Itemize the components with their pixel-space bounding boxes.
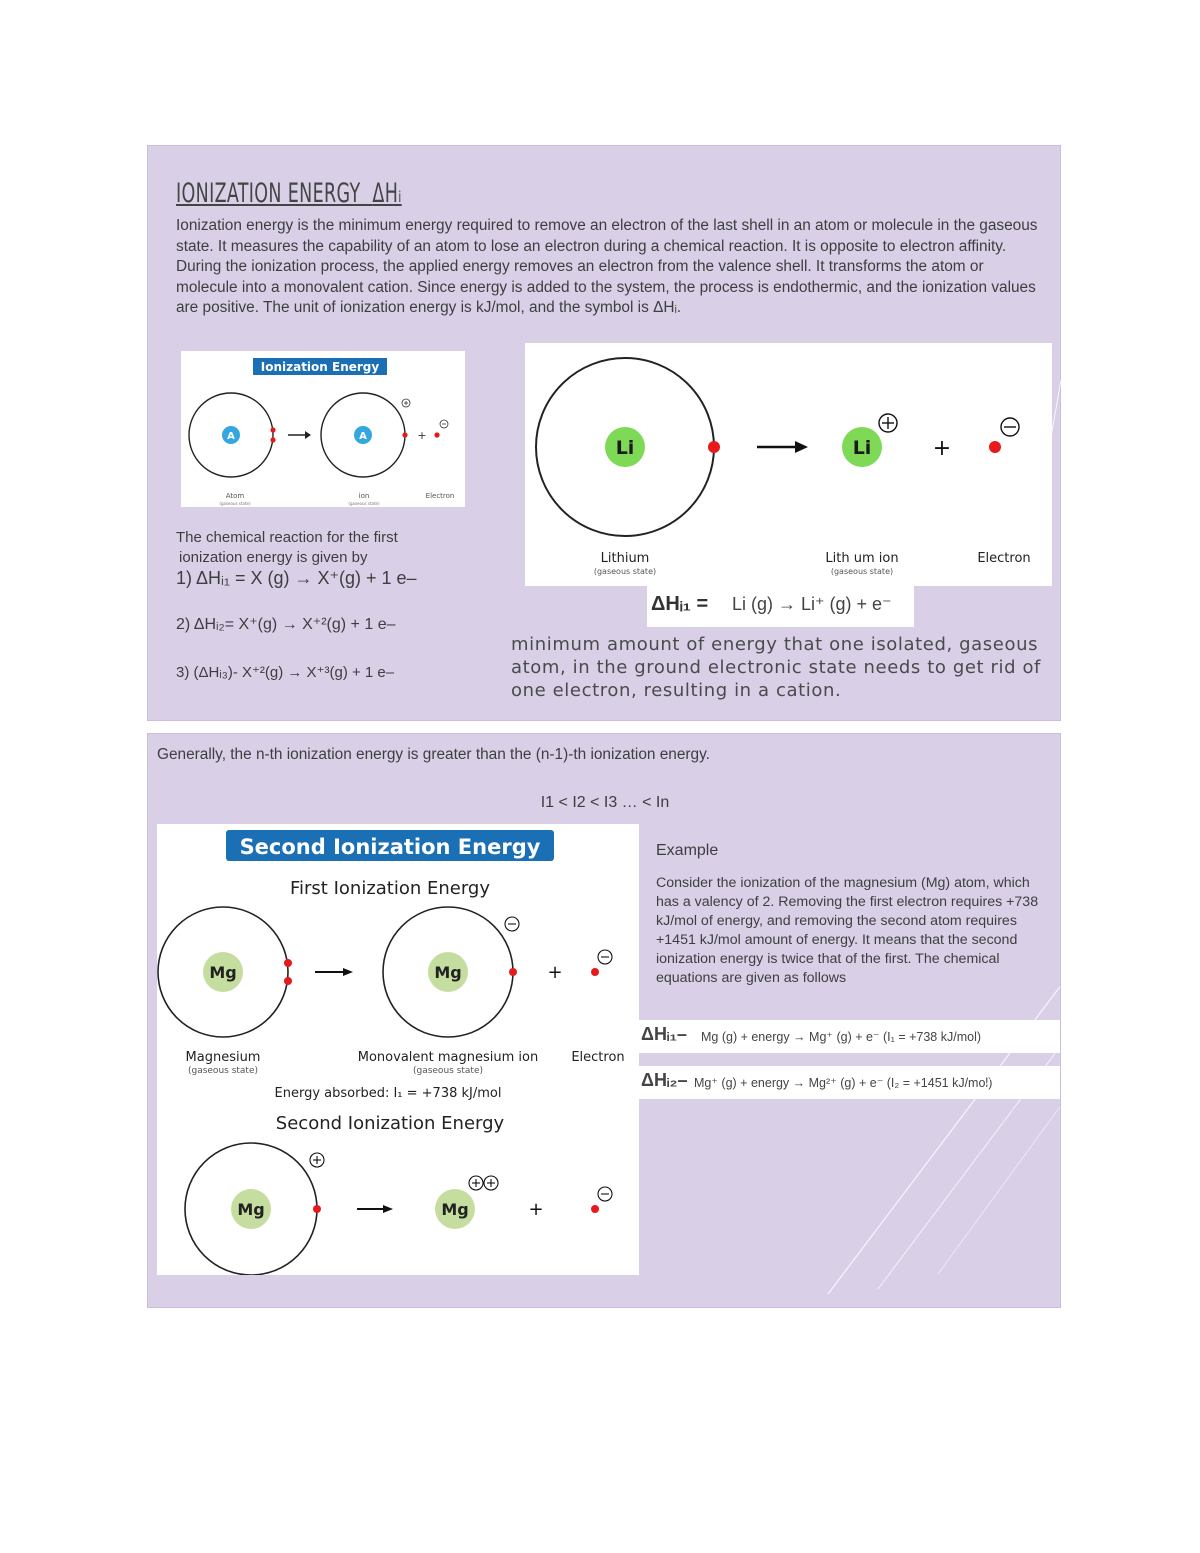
plus-sign: +: [417, 429, 427, 442]
arrow-head: [795, 441, 808, 453]
equation-first-symbol: ΔHᵢ₁–: [641, 1024, 687, 1044]
slide-successive-ionization: [147, 733, 1061, 1308]
plus-charge-icon: [310, 1153, 324, 1167]
second-ionization-heading: Second Ionization Energy: [275, 1113, 505, 1134]
plus-sign: +: [547, 962, 563, 983]
lithium-diagram-svg: [525, 343, 1052, 586]
equation-second-symbol: ΔHᵢ₂–: [641, 1070, 688, 1090]
label-electron: Electron: [571, 1050, 625, 1065]
valence-electron-dot: [708, 441, 720, 453]
free-electron-dot: [591, 968, 599, 976]
banner-text: Ionization Energy: [260, 360, 380, 374]
ion-symbol: Mg: [434, 963, 462, 982]
intro-paragraph: [176, 216, 1046, 319]
magnesium-diagram-svg: [157, 824, 639, 1275]
plus-charge-icon: [879, 414, 897, 432]
label-monovalent-ion: Monovalent magnesium ion: [357, 1050, 539, 1065]
title-symbol: ΔHᵢ: [372, 178, 402, 209]
label-electron: Electron: [425, 492, 455, 500]
energy-absorbed: Energy absorbed: I₁ = +738 kJ/mol: [274, 1086, 502, 1101]
free-electron-dot: [989, 441, 1001, 453]
lithium-diagram: [525, 343, 1052, 586]
definition-note: minimum amount of energy that one isolated, gaseous atom, in the ground electronic state needs to get rid of one electron, resulting in a cation.: [511, 634, 1041, 701]
electron-dot: [509, 968, 517, 976]
equation-2: 2) ΔHᵢ₂= X⁺(g) → X⁺²(g) + 1 e–: [176, 616, 396, 633]
equation-first: Mg (g) + energy → Mg⁺ (g) + e⁻ (I₁ = +738 kJ/mol): [701, 1030, 982, 1044]
label-ion-sub: (gaseous state): [348, 501, 380, 506]
lithium-equation-symbol: ΔHᵢ₁ =: [651, 593, 709, 615]
title-text: IONIZATION ENERGY: [176, 178, 361, 209]
reaction-intro: [176, 528, 398, 568]
ion-symbol-second: Mg: [237, 1200, 265, 1219]
ionization-order: I1 < I2 < I3 … < In: [540, 794, 670, 811]
reaction-intro-line1: The chemical reaction for the first: [176, 529, 398, 546]
decorative-lines: [788, 954, 1061, 1308]
plus-sign: +: [932, 436, 952, 461]
example-heading: Example: [656, 842, 719, 859]
lithium-equation-box: [647, 586, 914, 627]
electron-dot: [402, 432, 407, 437]
electron-dot: [270, 427, 275, 432]
atom-letter: A: [227, 431, 235, 442]
generic-diagram-svg: [181, 351, 465, 507]
lithium-symbol: Li: [615, 437, 635, 459]
equation-1: 1) ΔHᵢ₁ = X (g) → X⁺(g) + 1 e–: [176, 568, 417, 588]
electron-dot: [270, 437, 275, 442]
lithium-ion-symbol: Li: [852, 437, 872, 459]
slide-ionization-energy: [147, 145, 1061, 721]
label-lithium-ion: Lith um ion: [825, 551, 899, 566]
label-electron: Electron: [977, 551, 1031, 566]
generic-ionization-diagram: [181, 351, 465, 507]
divalent-ion-symbol: Mg: [441, 1200, 469, 1219]
arrow-head: [305, 431, 311, 439]
equation-3: 3) (ΔHᵢ₃)- X⁺²(g) → X⁺³(g) + 1 e–: [176, 664, 395, 681]
electron-dot: [284, 959, 292, 967]
minus-charge-icon: [598, 1187, 612, 1201]
label-lithium-sub: (gaseous state): [593, 567, 657, 576]
equation-second: Mg⁺ (g) + energy → Mg²⁺ (g) + e⁻ (I₂ = +1451 kJ/mol): [694, 1076, 993, 1090]
free-electron-dot: [434, 432, 439, 437]
label-lithium-ion-sub: (gaseous state): [830, 567, 894, 576]
plus-sign: +: [528, 1199, 544, 1220]
label-magnesium-sub: (gaseous state): [187, 1066, 259, 1076]
reaction-intro-line2: ionization energy is given by: [179, 549, 368, 566]
first-ionization-heading: First Ionization Energy: [289, 878, 491, 899]
magnesium-diagram: [157, 824, 639, 1275]
minus-charge-icon: [505, 917, 519, 931]
label-ion: ion: [358, 492, 370, 500]
lithium-equation: Li (g) → Li⁺ (g) + e⁻: [732, 594, 892, 614]
minus-charge-icon: [598, 950, 612, 964]
decorative-lines-top: [1040, 380, 1061, 510]
paragraph-definition: Ionization energy is the minimum energy required to remove an electron of the last shell in an atom or molecule in the gaseous state. It measures the capability of an atom to lose an electron during a chemical reaction. It is opposite to electron affinity.: [176, 217, 1038, 255]
electron-dot: [284, 977, 292, 985]
banner-text: Second Ionization Energy: [239, 835, 541, 859]
paragraph-process: During the ionization process, the applied energy removes an electron from the valence shell. It transforms the atom or molecule into a monovalent cation. Since energy is added to the system, the process is endothermic, and the ionization values are positive. The unit of ionization energy is kJ/mol, and the symbol is ΔHᵢ.: [176, 258, 1036, 316]
double-plus-charge-icon: [469, 1176, 498, 1190]
label-atom-sub: (gaseous state): [219, 501, 251, 506]
label-monovalent-ion-sub: (gaseous state): [412, 1066, 484, 1076]
free-electron-dot: [591, 1205, 599, 1213]
minus-charge-icon: [1001, 418, 1019, 436]
example-text: Consider the ionization of the magnesium (Mg) atom, which has a valency of 2. Removing the first electron requires +738 kJ/mol of energy, and removing the second atom requires +1451 kJ/mol amount of energy. It means that the second ionization energy is twice that of the first. The chemical equations are given as follows: [656, 875, 1039, 986]
arrow-head: [343, 968, 353, 976]
slide-title: [176, 178, 402, 209]
label-atom: Atom: [225, 492, 245, 500]
electron-dot: [313, 1205, 321, 1213]
successive-intro: Generally, the n-th ionization energy is greater than the (n-1)-th ionization energy.: [157, 746, 710, 763]
magnesium-symbol: Mg: [209, 963, 237, 982]
ion-letter: A: [359, 431, 367, 442]
label-lithium: Lithium: [600, 551, 650, 566]
arrow-head: [383, 1205, 393, 1213]
label-magnesium: Magnesium: [185, 1050, 261, 1065]
